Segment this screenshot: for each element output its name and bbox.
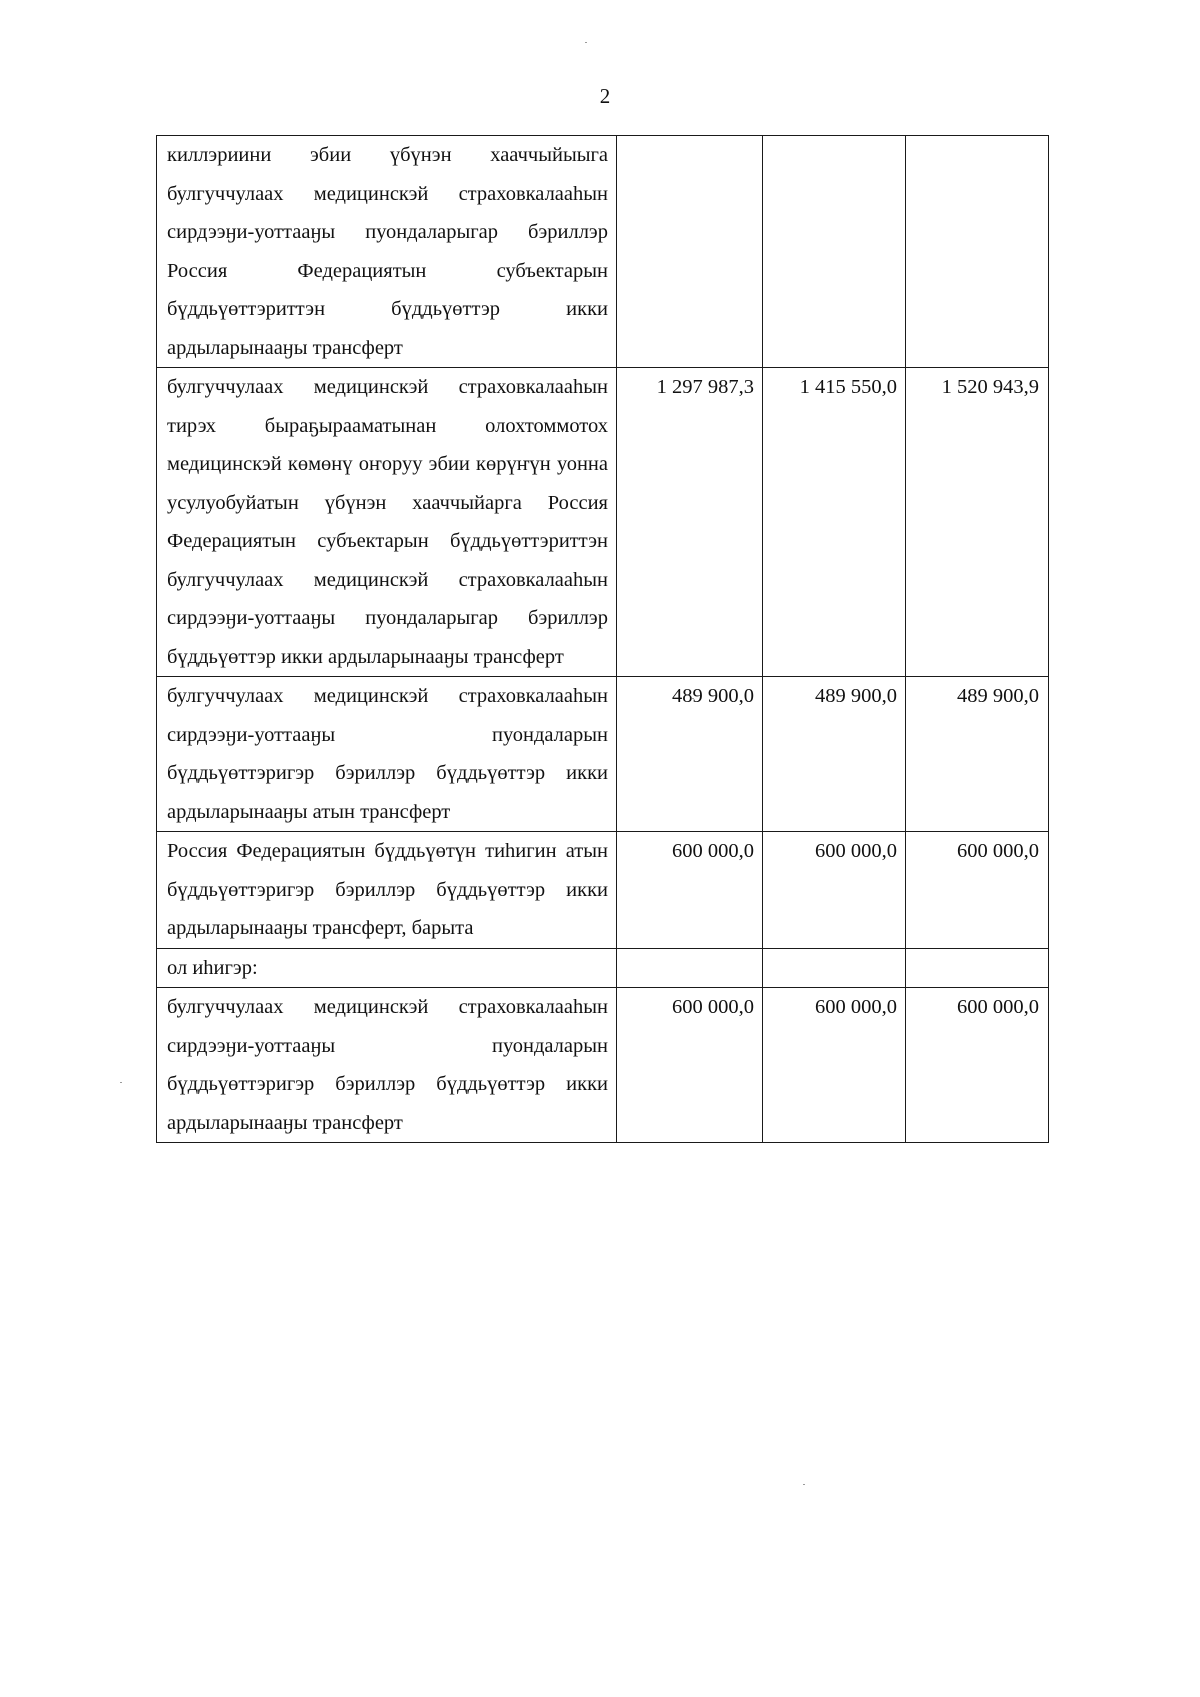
value-cell: [906, 136, 1049, 368]
value-cell: 1 297 987,3: [617, 368, 763, 677]
value-cell: 489 900,0: [906, 677, 1049, 832]
table-row: [157, 368, 1049, 677]
value-cell: [906, 948, 1049, 988]
row-description: булгуччулаах медицинскэй страховкалааһын сирдээӈи-уоттааӈы пуондаларын бүддьүөттэригэр бэриллэр бүддьүөттэр икки ардыларынааӈы трансферт: [157, 988, 617, 1143]
table-row: [157, 677, 1049, 832]
table-row: [157, 988, 1049, 1143]
value-cell: 600 000,0: [906, 832, 1049, 949]
row-description: киллэриини эбии үбүнэн хааччыйыыга булгуччулаах медицинскэй страховкалааһын сирдээӈи-уоттааӈы пуондаларыгар бэриллэр Россия Федерациятын субъектарын бүддьүөттэриттэн бүддьүөттэр икки ардыларынааӈы трансферт: [157, 136, 617, 368]
scan-speck: [585, 42, 587, 43]
value-cell: 1 415 550,0: [763, 368, 906, 677]
scan-speck: [803, 1484, 805, 1485]
value-cell: 600 000,0: [617, 988, 763, 1143]
row-description: Россия Федерациятын бүддьүөтүн тиһигин атын бүддьүөттэригэр бэриллэр бүддьүөттэр икки ардыларынааӈы трансферт, барыта: [157, 832, 617, 949]
row-description: ол иһигэр:: [157, 948, 617, 988]
value-cell: 489 900,0: [763, 677, 906, 832]
row-description: булгуччулаах медицинскэй страховкалааһын сирдээӈи-уоттааӈы пуондаларын бүддьүөттэригэр бэриллэр бүддьүөттэр икки ардыларынааӈы атын трансферт: [157, 677, 617, 832]
budget-table: [156, 135, 1049, 1143]
page-number: 2: [599, 84, 611, 108]
value-cell: [763, 136, 906, 368]
scan-speck: [120, 1082, 122, 1083]
value-cell: 600 000,0: [763, 988, 906, 1143]
value-cell: 489 900,0: [617, 677, 763, 832]
value-cell: [763, 948, 906, 988]
value-cell: 600 000,0: [617, 832, 763, 949]
value-cell: [617, 948, 763, 988]
value-cell: 600 000,0: [906, 988, 1049, 1143]
table-row: [157, 948, 1049, 988]
row-description: булгуччулаах медицинскэй страховкалааһын тирэх быраҕырааматынан олохтоммотох медицинскэй көмөнү оҥоруу эбии көрүҥүн уонна усулуобуйатын үбүнэн хааччыйарга Россия Федерациятын субъектарын бүддьүөттэриттэн булгуччулаах медицинскэй страховкалааһын сирдээӈи-уоттааӈы пуондаларыгар бэриллэр бүддьүөттэр икки ардыларынааӈы трансферт: [157, 368, 617, 677]
table-row: [157, 832, 1049, 949]
value-cell: 1 520 943,9: [906, 368, 1049, 677]
table-row: [157, 136, 1049, 368]
value-cell: 600 000,0: [763, 832, 906, 949]
value-cell: [617, 136, 763, 368]
